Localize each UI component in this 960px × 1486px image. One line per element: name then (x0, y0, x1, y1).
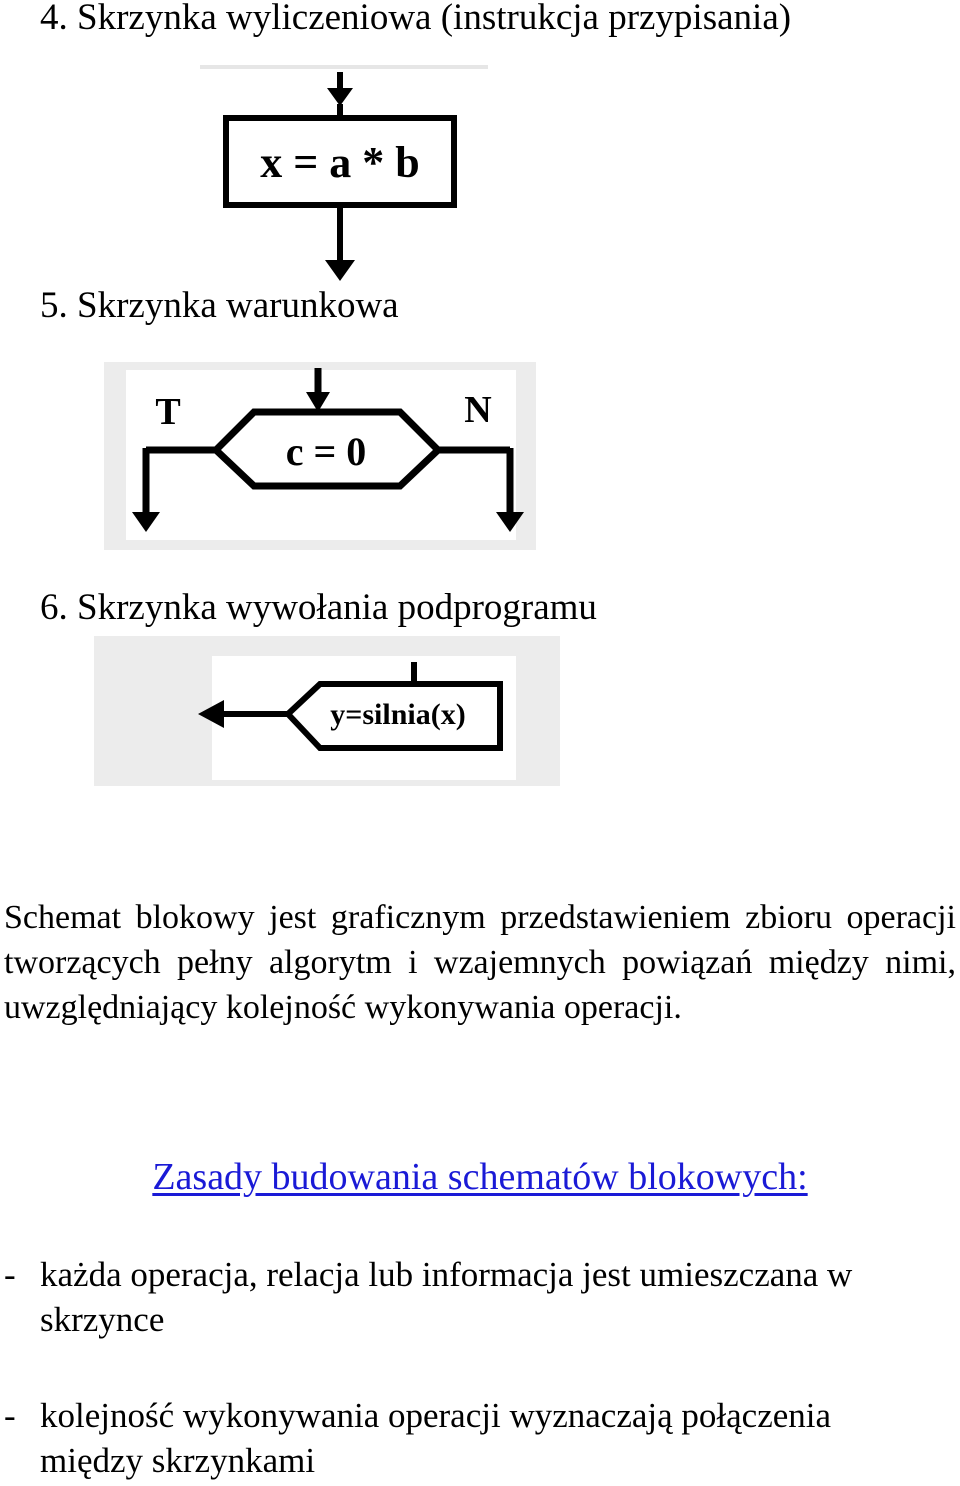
process-box-text: x = a * b (260, 138, 420, 187)
call-text: y=silnia(x) (330, 698, 466, 731)
arrow-down-icon (325, 260, 355, 281)
bullet-dash: - (4, 1255, 16, 1294)
rules-title-link[interactable]: Zasady budowania schematów blokowych: (152, 1156, 808, 1198)
rule-list-item (0, 1252, 960, 1342)
rule-text: każda operacja, relacja lub informacja jest umieszczana w skrzynce (40, 1255, 853, 1339)
definition-paragraph: Schemat blokowy jest graficznym przedstawieniem zbioru operacji tworzących pełny algorytm i wzajemnych powiązań między nimi, uwzględniający kolejność wykonywania operacji. (4, 899, 956, 1026)
assignment-box-diagram (200, 64, 490, 284)
bullet-dash: - (4, 1396, 16, 1435)
section-5-title: 5. Skrzynka warunkowa (40, 285, 399, 326)
condition-text: c = 0 (285, 429, 367, 474)
false-label: N (464, 389, 492, 431)
section-4-title: 4. Skrzynka wyliczeniowa (instrukcja przypisania) (40, 0, 792, 38)
arrow-down-icon (327, 88, 353, 106)
rule-text: kolejność wykonywania operacji wyznaczają połączenia między skrzynkami (40, 1396, 832, 1480)
subroutine-call-diagram (94, 636, 560, 786)
section-6-title: 6. Skrzynka wywołania podprogramu (40, 587, 597, 628)
condition-box-diagram (104, 362, 536, 550)
rule-list-item (0, 1393, 960, 1483)
true-label: T (155, 391, 181, 433)
